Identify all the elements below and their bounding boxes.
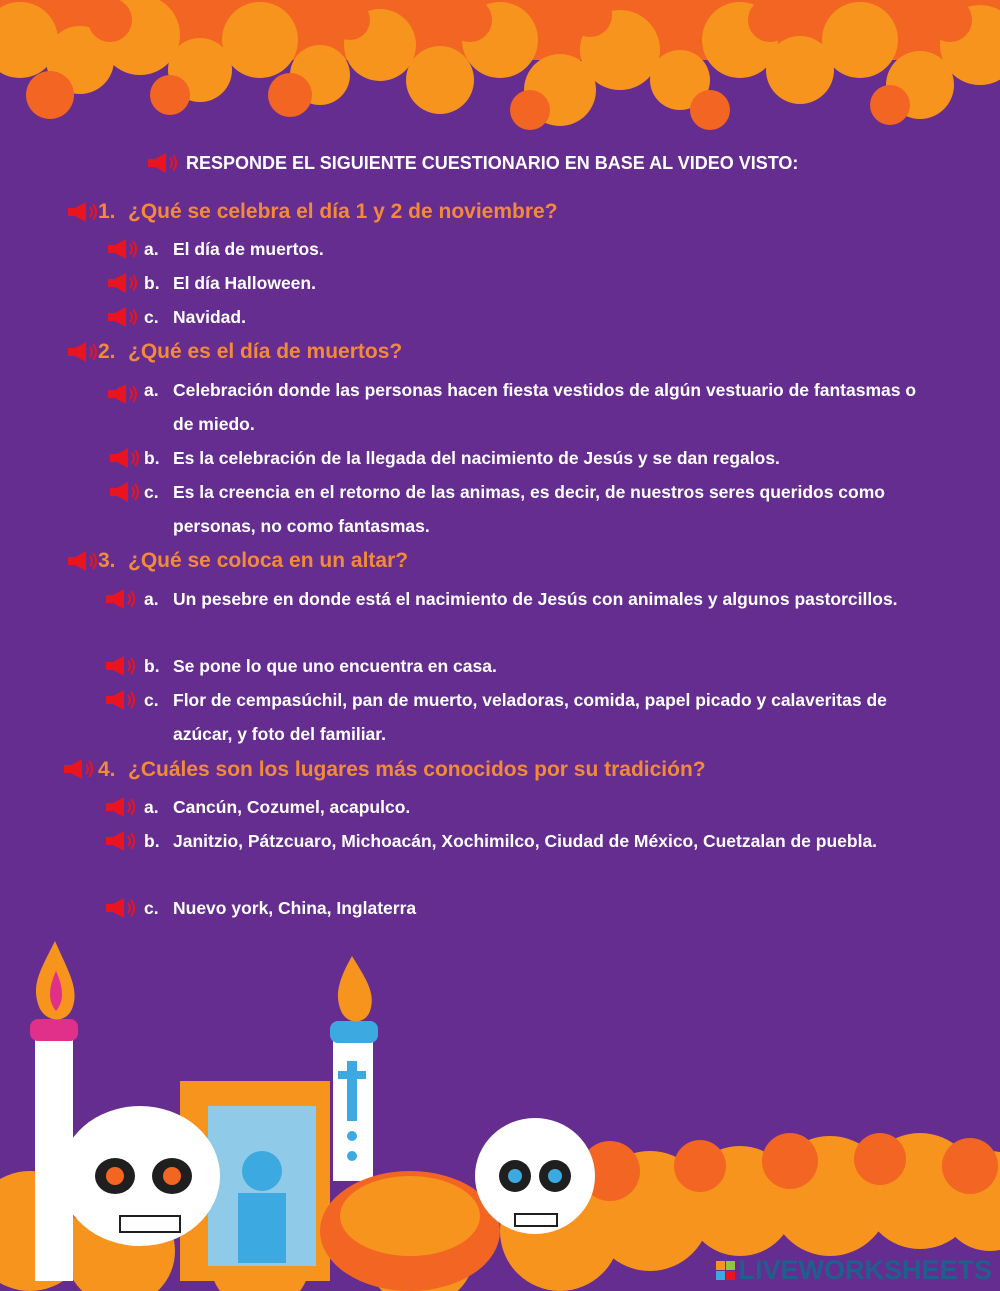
question-number: 1. [98, 200, 116, 223]
option-letter: b. [144, 831, 160, 851]
option-text[interactable]: Navidad. [173, 307, 246, 327]
question-text: ¿Qué es el día de muertos? [128, 340, 403, 363]
speaker-icon[interactable] [66, 341, 100, 363]
speaker-icon[interactable] [66, 550, 100, 572]
speaker-icon[interactable] [104, 897, 138, 919]
option-letter: b. [144, 656, 160, 676]
speaker-icon[interactable] [108, 447, 142, 469]
option-letter: c. [144, 690, 159, 710]
option-text[interactable]: Es la creencia en el retorno de las animas, es decir, de nuestros seres queridos como personas, no como fantasmas. [173, 482, 885, 536]
speaker-icon[interactable] [66, 201, 100, 223]
option-letter: a. [144, 239, 159, 259]
speaker-icon[interactable] [106, 238, 140, 260]
option-text[interactable]: Janitzio, Pátzcuaro, Michoacán, Xochimilco, Ciudad de México, Cuetzalan de puebla. [173, 831, 878, 851]
option-text[interactable]: Flor de cempasúchil, pan de muerto, veladoras, comida, papel picado y calaveritas de azúcar, y foto del familiar. [173, 690, 887, 744]
question-number: 2. [98, 340, 116, 363]
brand-mark-icon [716, 1261, 735, 1280]
question-text: ¿Cuáles son los lugares más conocidos por su tradición? [128, 758, 706, 781]
liveworksheets-logo[interactable] [716, 1255, 992, 1285]
option-text[interactable]: Es la celebración de la llegada del nacimiento de Jesús y se dan regalos. [173, 448, 780, 468]
speaker-icon[interactable] [146, 152, 180, 174]
question-number: 4. [98, 758, 116, 781]
speaker-icon[interactable] [104, 689, 138, 711]
speaker-icon[interactable] [106, 306, 140, 328]
option-text[interactable]: Cancún, Cozumel, acapulco. [173, 797, 411, 817]
instruction-title: RESPONDE EL SIGUIENTE CUESTIONARIO EN BASE AL VIDEO VISTO: [186, 153, 799, 173]
option-letter: b. [144, 273, 160, 293]
option-text[interactable]: El día de muertos. [173, 239, 324, 259]
option-text[interactable]: Celebración donde las personas hacen fiesta vestidos de algún vestuario de fantasmas o de miedo. [173, 380, 917, 434]
speaker-icon[interactable] [104, 655, 138, 677]
option-text[interactable]: Se pone lo que uno encuentra en casa. [173, 656, 497, 676]
option-letter: a. [144, 589, 159, 609]
question-text: ¿Qué se celebra el día 1 y 2 de noviembre? [128, 200, 558, 223]
speaker-icon[interactable] [104, 830, 138, 852]
speaker-icon[interactable] [104, 796, 138, 818]
brand-text: LIVEWORKSHEETS [738, 1254, 992, 1285]
option-letter: b. [144, 448, 160, 468]
option-letter: c. [144, 482, 159, 502]
speaker-icon[interactable] [104, 588, 138, 610]
option-letter: a. [144, 797, 159, 817]
speaker-icon[interactable] [62, 758, 96, 780]
option-text[interactable]: El día Halloween. [173, 273, 316, 293]
question-number: 3. [98, 549, 116, 572]
option-letter: c. [144, 898, 159, 918]
altar-illustration [0, 931, 1000, 1291]
marigold-border-top [0, 0, 1000, 150]
speaker-icon[interactable] [106, 383, 140, 405]
option-letter: a. [144, 380, 159, 400]
question-text: ¿Qué se coloca en un altar? [128, 549, 409, 572]
speaker-icon[interactable] [106, 272, 140, 294]
option-text[interactable]: Nuevo york, China, Inglaterra [173, 898, 417, 918]
option-text[interactable]: Un pesebre en donde está el nacimiento de Jesús con animales y algunos pastorcillos. [173, 589, 898, 609]
speaker-icon[interactable] [108, 481, 142, 503]
option-letter: c. [144, 307, 159, 327]
